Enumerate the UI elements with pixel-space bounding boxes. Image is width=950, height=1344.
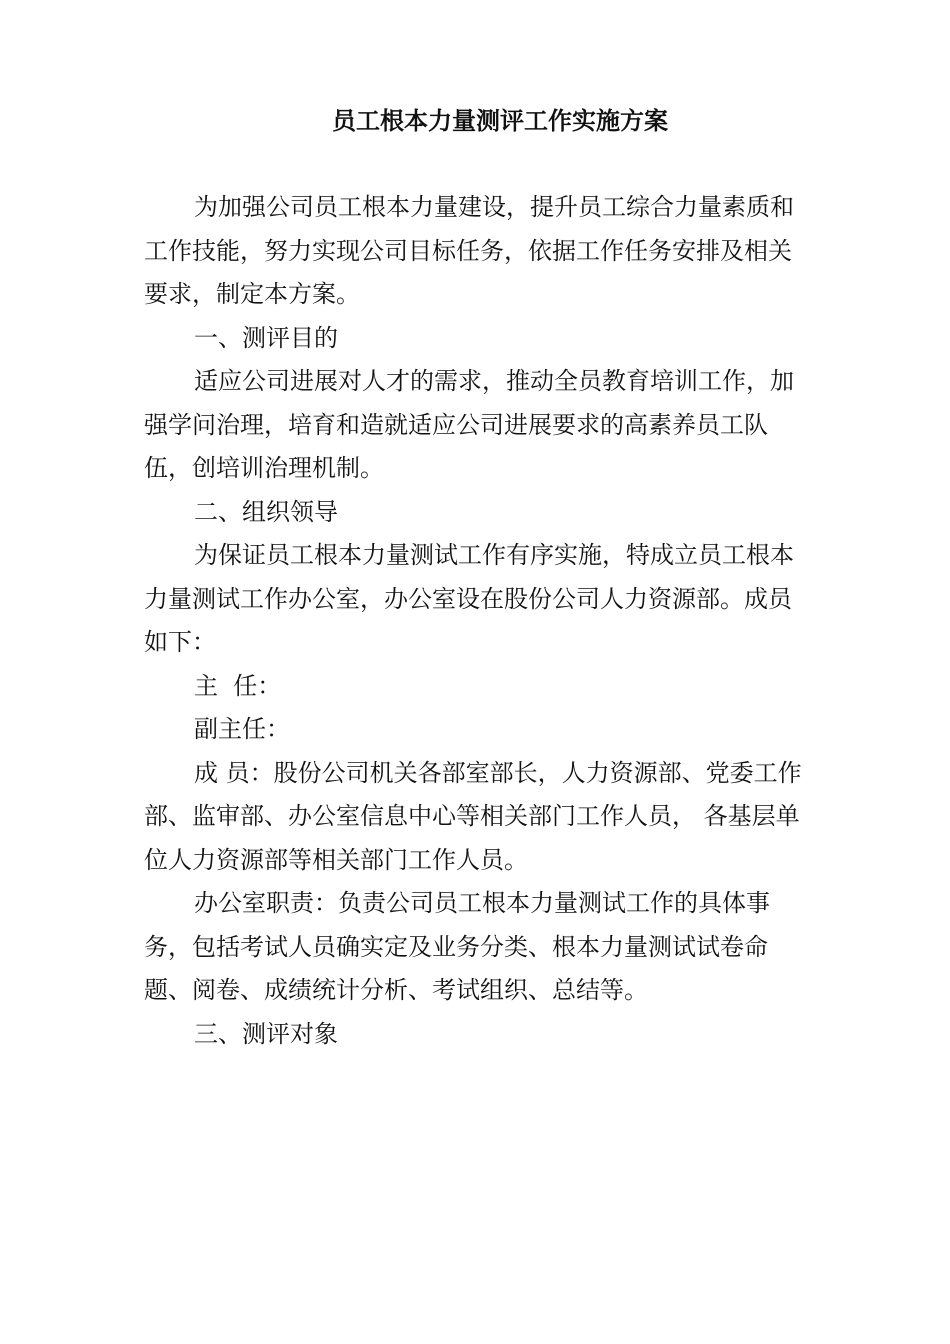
paragraph-purpose: 适应公司进展对人才的需求，推动全员教育培训工作，加强学问治理，培育和造就适应公司进展要求的高素养员工队伍，创培训治理机制。: [144, 367, 794, 482]
director-line: 主 任：: [194, 671, 282, 700]
paragraph-members: 成 员：股份公司机关各部室部长，人力资源部、党委工作部、监审部、办公室信息中心等相关部门工作人员， 各基层单位人力资源部等相关部门工作人员。: [144, 758, 802, 874]
section-heading-purpose: 一、测评目的: [194, 323, 338, 352]
document-title: 员工根本力量测评工作实施方案: [332, 107, 668, 135]
section-heading-leadership: 二、组织领导: [194, 497, 338, 526]
section-heading-subjects: 三、测评对象: [194, 1019, 338, 1048]
document-body: [144, 186, 804, 1056]
deputy-director-line: 副主任：: [194, 715, 290, 743]
paragraph-office-duties: 办公室职责：负责公司员工根本力量测试工作的具体事务，包括考试人员确实定及业务分类、根本力量测试试卷命题、阅卷、成绩统计分析、考试组织、总结等。: [144, 889, 770, 1004]
paragraph-leadership: 为保证员工根本力量测试工作有序实施，特成立员工根本力量测试工作办公室，办公室设在股份公司人力资源部。成员如下：: [144, 541, 794, 656]
paragraph-intro: 为加强公司员工根本力量建设，提升员工综合力量素质和工作技能，努力实现公司目标任务，依据工作任务安排及相关要求，制定本方案。: [144, 193, 794, 308]
